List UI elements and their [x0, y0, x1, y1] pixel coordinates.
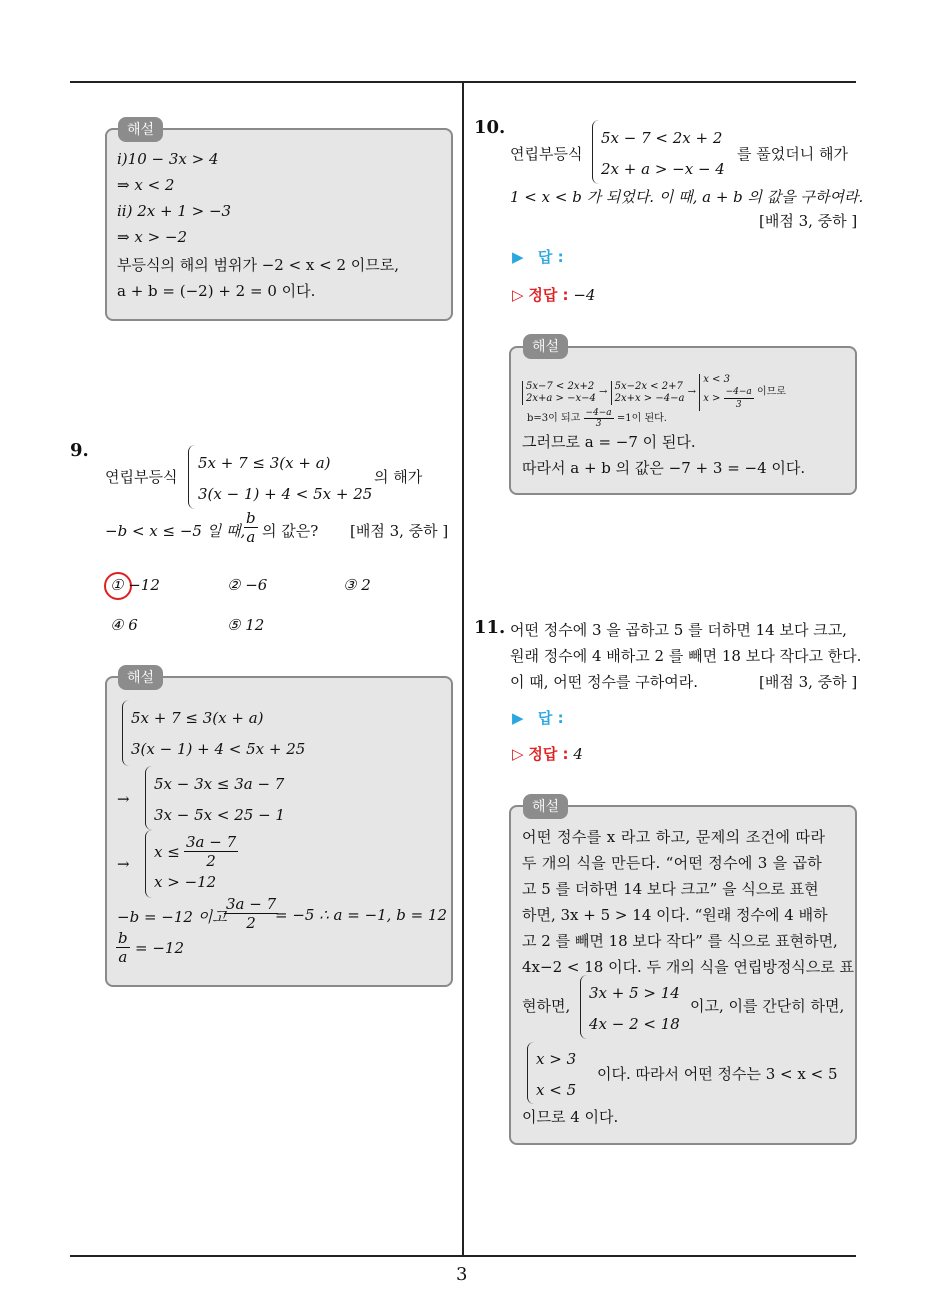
mini-line: x < 3: [703, 374, 730, 385]
solution-line: ii) 2x + 1 > −3: [117, 202, 232, 220]
question-text: −b < x ≤ −5 일 때,: [105, 522, 246, 540]
choice-5[interactable]: ⑤ 12: [227, 616, 265, 634]
system-brace: [122, 700, 129, 766]
choice-2[interactable]: ② −6: [227, 576, 268, 594]
fraction: [184, 833, 238, 870]
mini-line: 이므로: [756, 386, 786, 398]
solution-mini-line: [527, 408, 667, 429]
question-text: 어떤 정수에 3 을 곱하고 5 를 더하면 14 보다 크고,: [510, 621, 847, 639]
fraction: [244, 509, 258, 546]
bottom-rule: [70, 1255, 856, 1257]
fraction: [116, 929, 130, 966]
solution-tag: 해설: [118, 117, 163, 142]
mini-line: 5x−2x < 2+7: [614, 380, 683, 392]
solution-line: = −5 ∴ a = −1, b = 12: [275, 906, 448, 924]
outline-play-icon: ▷: [512, 286, 524, 304]
fraction-numerator: 3a − 7: [186, 833, 237, 851]
fraction-denominator: 2: [206, 852, 216, 870]
question-text: 이 때, 어떤 정수를 구하여라.: [510, 673, 698, 691]
choice-4[interactable]: ④ 6: [110, 616, 138, 634]
arrow: →: [117, 790, 130, 808]
inequality: 3x + 5 > 14: [589, 984, 680, 1002]
correct-value: −4: [573, 286, 596, 304]
inequality: x > 3: [536, 1050, 577, 1068]
solution-line: 이다. 따라서 어떤 정수는 3 < x < 5: [597, 1065, 838, 1083]
solution-line: 두 개의 식을 만든다. “어떤 정수에 3 을 곱하: [522, 854, 823, 872]
inequality: 3(x − 1) + 4 < 5x + 25: [198, 485, 373, 503]
correct-answer-row: [512, 743, 583, 764]
answer-row[interactable]: [512, 246, 564, 267]
points-note: [배점 3, 중하 ]: [350, 522, 449, 540]
correct-answer-row: [512, 284, 595, 305]
fraction-denominator: 3: [595, 419, 602, 429]
mini-line: x >: [703, 393, 721, 404]
solution-line: 그러므로 a = −7 이 된다.: [522, 433, 696, 451]
solution-line: x > −12: [154, 873, 217, 891]
solution-line: a + b = (−2) + 2 = 0 이다.: [117, 282, 316, 300]
solution-tag: 해설: [523, 794, 568, 819]
solution-line: ⇒ x > −2: [117, 228, 188, 246]
fraction-denominator: 3: [735, 400, 742, 410]
system-brace: [188, 445, 195, 509]
question-number: 10.: [474, 117, 506, 138]
correct-label: 정답 :: [528, 286, 569, 304]
answer-label: 답 :: [537, 709, 564, 727]
question-number: 9.: [70, 440, 89, 461]
play-icon: ▶: [512, 248, 524, 266]
system-brace: [580, 975, 587, 1039]
solution-line: = −12: [135, 939, 184, 957]
outline-play-icon: ▷: [512, 745, 524, 763]
correct-label: 정답 :: [528, 745, 569, 763]
solution-line: 이고, 이를 간단히 하면,: [690, 997, 845, 1015]
question-suffix: 를 풀었더니 해가: [737, 145, 848, 163]
inequality: 2x + a > −x − 4: [601, 160, 725, 178]
solution-line: 따라서 a + b 의 값은 −7 + 3 = −4 이다.: [522, 459, 806, 477]
correct-value: 4: [573, 745, 583, 763]
arrow: →: [117, 855, 130, 873]
play-icon: ▶: [512, 709, 524, 727]
fraction-numerator: −4−a: [585, 408, 612, 418]
solution-line: i)10 − 3x > 4: [117, 150, 219, 168]
mini-line: b=3이 되고: [527, 413, 581, 424]
inequality: 5x − 7 < 2x + 2: [601, 129, 723, 147]
solution-line: ⇒ x < 2: [117, 176, 175, 194]
mini-line: 2x+x > −4−a: [614, 392, 685, 404]
points-note: [배점 3, 중하 ]: [759, 212, 858, 230]
fraction-denominator: 2: [246, 914, 256, 932]
solution-tag: 해설: [523, 334, 568, 359]
choice-3[interactable]: ③ 2: [343, 576, 371, 594]
question-text: 1 < x < b 가 되었다. 이 때, a + b 의 값을 구하여라.: [510, 188, 864, 206]
fraction-numerator: 3a − 7: [226, 895, 277, 913]
system-brace: [145, 830, 152, 898]
mini-line: 5x−7 < 2x+2: [526, 380, 595, 392]
fraction-denominator: a: [118, 948, 128, 966]
fraction: [224, 895, 278, 932]
solution-line: 현하면,: [522, 997, 571, 1015]
page-number: 3: [456, 1264, 468, 1285]
mini-line: 2x+a > −x−4: [526, 392, 596, 404]
system-brace: [592, 120, 599, 184]
solution-line: 부등식의 해의 범위가 −2 < x < 2 이므로,: [117, 256, 400, 274]
solution-line: 5x − 3x ≤ 3a − 7: [154, 775, 285, 793]
fraction-numerator: b: [118, 929, 128, 947]
system-brace: [527, 1042, 534, 1104]
question-text: 의 값은?: [262, 522, 319, 540]
question-text: 원래 정수에 4 배하고 2 를 빼면 18 보다 작다고 한다.: [510, 647, 862, 665]
choice-1[interactable]: ① −12: [110, 576, 160, 594]
question-prefix: 연립부등식: [105, 468, 178, 486]
solution-line: 이므로 4 이다.: [522, 1108, 619, 1126]
fraction-numerator: −4−a: [725, 387, 752, 397]
solution-line: 5x + 7 ≤ 3(x + a): [131, 709, 264, 727]
solution-line: 고 2 를 빼면 18 보다 작다” 를 식으로 표현하면,: [522, 932, 838, 950]
question-number: 11.: [474, 617, 506, 638]
solution-tag: 해설: [118, 665, 163, 690]
fraction-numerator: b: [246, 509, 256, 527]
system-brace: [145, 766, 152, 830]
solution-line: x ≤: [154, 843, 180, 861]
points-note: [배점 3, 중하 ]: [759, 673, 858, 691]
inequality: x < 5: [536, 1081, 577, 1099]
solution-line: 4x−2 < 18 이다. 두 개의 식을 연립방정식으로 표: [522, 958, 855, 976]
question-prefix: 연립부등식: [510, 145, 583, 163]
solution-line: 고 5 를 더하면 14 보다 크고” 을 식으로 표현: [522, 880, 819, 898]
answer-row[interactable]: [512, 707, 564, 728]
column-divider: [462, 82, 464, 1257]
answer-label: 답 :: [537, 248, 564, 266]
inequality: 4x − 2 < 18: [589, 1015, 680, 1033]
solution-line: −b = −12 이고: [117, 908, 227, 926]
solution-line: 어떤 정수를 x 라고 하고, 문제의 조건에 따라: [522, 828, 826, 846]
solution-line: 하면, 3x + 5 > 14 이다. “원래 정수에 4 배하: [522, 906, 828, 924]
solution-line: 3x − 5x < 25 − 1: [154, 806, 285, 824]
inequality: 5x + 7 ≤ 3(x + a): [198, 454, 331, 472]
question-suffix: 의 해가: [374, 468, 423, 486]
fraction-denominator: a: [246, 528, 256, 546]
mini-line: =1이 된다.: [616, 413, 667, 424]
solution-line: 3(x − 1) + 4 < 5x + 25: [131, 740, 306, 758]
solution-mini-step: 5x−7 < 2x+2 2x+a > −x−4 → 5x−2x < 2+7 2x+x > −4−a → x < 3 x > $\frac{-4-a}{3}$ 이므로: [522, 374, 786, 411]
